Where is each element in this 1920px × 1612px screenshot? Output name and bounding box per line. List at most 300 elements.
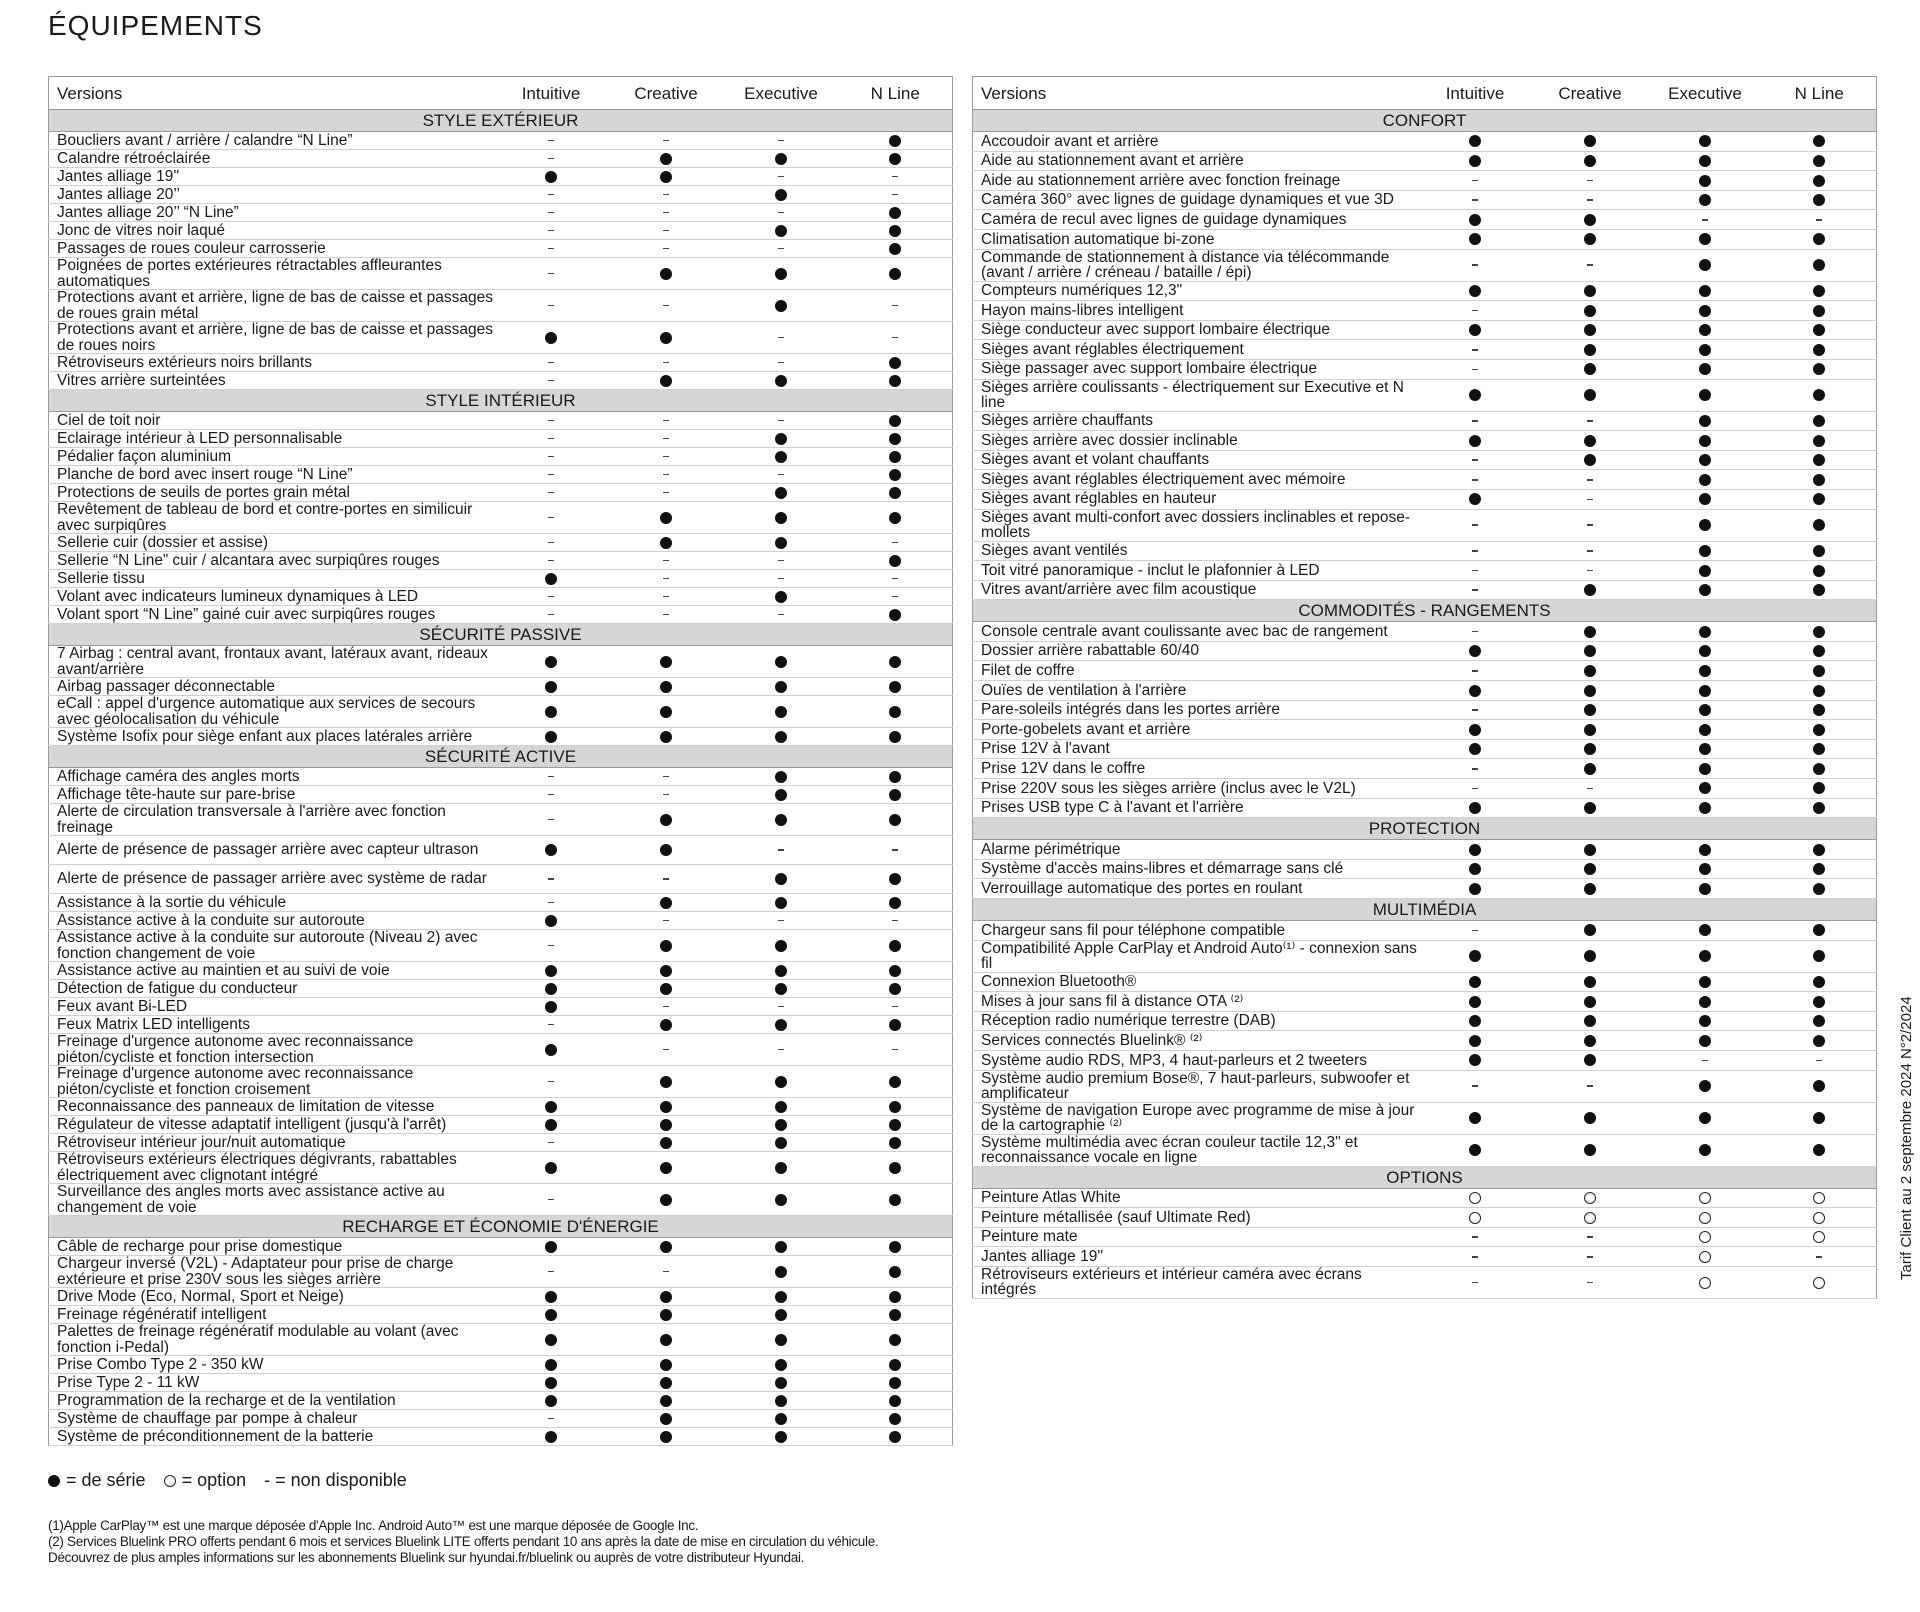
standard-dot-icon — [660, 537, 672, 549]
table-row — [973, 541, 1877, 561]
availability-cell — [839, 962, 953, 980]
unavailable-dash-icon — [778, 1006, 784, 1008]
table-row — [973, 210, 1877, 230]
availability-cell — [839, 372, 953, 390]
availability-cell — [1533, 622, 1648, 642]
feature-label: Vitres avant/arrière avec film acoustique — [973, 580, 1418, 600]
standard-dot-icon — [1469, 1015, 1481, 1027]
table-row — [49, 372, 953, 390]
standard-dot-icon — [775, 814, 787, 826]
availability-cell — [1418, 1050, 1533, 1070]
standard-dot-icon — [889, 135, 901, 147]
availability-cell — [1648, 320, 1763, 340]
standard-dot-icon — [1813, 545, 1825, 557]
availability-cell — [1533, 840, 1648, 860]
availability-cell — [1648, 940, 1763, 972]
feature-label: Programmation de la recharge et de la ventilation — [49, 1392, 494, 1410]
standard-dot-icon — [1699, 285, 1711, 297]
table-row — [49, 354, 953, 372]
availability-cell — [1763, 320, 1877, 340]
unavailable-dash-icon — [892, 849, 898, 851]
feature-label: Sièges avant réglables électriquement avec mémoire — [973, 470, 1418, 490]
availability-cell — [494, 804, 609, 836]
feature-label: Assistance active au maintien et au suivi de voie — [49, 962, 494, 980]
availability-cell — [1533, 379, 1648, 411]
table-row — [973, 450, 1877, 470]
section-header — [49, 746, 953, 768]
availability-cell — [609, 372, 724, 390]
availability-cell — [724, 354, 839, 372]
standard-dot-icon — [1584, 802, 1596, 814]
availability-cell — [1418, 1031, 1533, 1051]
table-row — [49, 1016, 953, 1034]
feature-label: Vitres arrière surteintées — [49, 372, 494, 390]
availability-cell — [724, 168, 839, 186]
availability-cell — [839, 1288, 953, 1306]
feature-label: Porte-gobelets avant et arrière — [973, 720, 1418, 740]
standard-dot-icon — [775, 225, 787, 237]
availability-cell — [494, 1152, 609, 1184]
availability-cell — [494, 962, 609, 980]
availability-cell — [1533, 489, 1648, 509]
availability-cell — [609, 1016, 724, 1034]
standard-dot-icon — [889, 243, 901, 255]
table-row — [49, 912, 953, 930]
availability-cell — [609, 696, 724, 728]
page-title: ÉQUIPEMENTS — [48, 10, 263, 41]
standard-dot-icon — [660, 1291, 672, 1303]
availability-cell — [839, 912, 953, 930]
standard-dot-icon — [775, 1377, 787, 1389]
availability-cell — [1533, 190, 1648, 210]
standard-dot-icon — [545, 965, 557, 977]
standard-dot-icon — [889, 789, 901, 801]
availability-cell — [609, 1184, 724, 1216]
unavailable-dash-icon — [548, 194, 554, 196]
table-row — [49, 804, 953, 836]
standard-dot-icon — [775, 1194, 787, 1206]
feature-label: Chargeur inversé (V2L) - Adaptateur pour prise de charge extérieure et prise 230V sous les sièges arrière — [49, 1256, 494, 1288]
availability-cell — [1648, 132, 1763, 152]
feature-label: Services connectés Bluelink® ⁽²⁾ — [973, 1031, 1418, 1051]
availability-cell — [1418, 759, 1533, 779]
standard-dot-icon — [1699, 976, 1711, 988]
unavailable-dash-icon — [1472, 930, 1478, 932]
feature-label: Pédalier façon aluminium — [49, 448, 494, 466]
standard-dot-icon — [1584, 883, 1596, 895]
standard-dot-icon — [1699, 1035, 1711, 1047]
availability-cell — [1763, 992, 1877, 1012]
standard-dot-icon — [1584, 724, 1596, 736]
standard-dot-icon — [775, 1119, 787, 1131]
table-row — [973, 561, 1877, 581]
feature-label: Rétroviseur intérieur jour/nuit automatique — [49, 1134, 494, 1152]
unavailable-dash-icon — [663, 438, 669, 440]
table-row — [973, 1011, 1877, 1031]
standard-dot-icon — [1584, 584, 1596, 596]
table-row — [973, 1102, 1877, 1134]
table-row — [49, 1134, 953, 1152]
table-header-row — [49, 77, 953, 110]
availability-cell — [1763, 171, 1877, 191]
availability-cell — [839, 894, 953, 912]
standard-dot-icon — [889, 940, 901, 952]
availability-cell — [1648, 779, 1763, 799]
availability-cell — [1648, 1134, 1763, 1166]
unavailable-dash-icon — [548, 158, 554, 160]
unavailable-dash-icon — [663, 776, 669, 778]
availability-cell — [609, 912, 724, 930]
availability-cell — [609, 962, 724, 980]
standard-dot-icon — [1584, 1054, 1596, 1066]
option-circle-icon — [1469, 1192, 1481, 1204]
standard-dot-icon — [1469, 493, 1481, 505]
availability-cell — [1648, 171, 1763, 191]
feature-label: Sièges avant et volant chauffants — [973, 450, 1418, 470]
unavailable-dash-icon — [1472, 1085, 1478, 1087]
availability-cell — [1533, 151, 1648, 171]
section-title: STYLE EXTÉRIEUR — [49, 110, 953, 132]
standard-dot-icon — [1584, 1035, 1596, 1047]
availability-cell — [1418, 470, 1533, 490]
availability-cell — [839, 502, 953, 534]
standard-dot-icon — [1813, 665, 1825, 677]
standard-dot-icon — [889, 1194, 901, 1206]
availability-cell — [1418, 859, 1533, 879]
table-row — [973, 622, 1877, 642]
availability-cell — [609, 1134, 724, 1152]
availability-cell — [724, 1184, 839, 1216]
availability-cell — [494, 980, 609, 998]
unavailable-dash-icon — [1816, 1060, 1822, 1062]
standard-dot-icon — [889, 1334, 901, 1346]
standard-dot-icon — [1699, 474, 1711, 486]
availability-cell — [1418, 661, 1533, 681]
feature-label: Ouïes de ventilation à l'arrière — [973, 681, 1418, 701]
availability-cell — [609, 466, 724, 484]
standard-dot-icon — [1699, 519, 1711, 531]
feature-label: Airbag passager déconnectable — [49, 678, 494, 696]
availability-cell — [1648, 1266, 1763, 1298]
availability-cell — [1533, 1227, 1648, 1247]
availability-cell — [494, 448, 609, 466]
table-header-row — [973, 77, 1877, 110]
availability-cell — [494, 258, 609, 290]
header-n-line: N Line — [839, 77, 953, 110]
availability-cell — [494, 606, 609, 624]
feature-label: Freinage d'urgence autonome avec reconnaissance piéton/cycliste et fonction intersection — [49, 1034, 494, 1066]
availability-cell — [1418, 720, 1533, 740]
feature-label: Sellerie tissu — [49, 570, 494, 588]
availability-cell — [724, 502, 839, 534]
standard-dot-icon — [775, 1431, 787, 1443]
availability-cell — [1648, 1208, 1763, 1228]
standard-dot-icon — [1584, 976, 1596, 988]
unavailable-dash-icon — [1472, 369, 1478, 371]
feature-label: Système Isofix pour siège enfant aux places latérales arrière — [49, 728, 494, 746]
availability-cell — [494, 1016, 609, 1034]
availability-cell — [609, 728, 724, 746]
header-executive: Executive — [724, 77, 839, 110]
standard-dot-icon — [775, 487, 787, 499]
availability-cell — [1648, 700, 1763, 720]
footnote-2: (2) Services Bluelink PRO offerts pendant 6 mois et services Bluelink LITE offerts pendant 10 ans après la date de mise en circulation du véhicule. — [48, 1534, 879, 1549]
standard-dot-icon — [889, 1413, 901, 1425]
availability-cell — [724, 132, 839, 150]
feature-label: Peinture mate — [973, 1227, 1418, 1247]
availability-cell — [724, 1356, 839, 1374]
availability-cell — [1418, 281, 1533, 301]
unavailable-dash-icon — [548, 380, 554, 382]
feature-label: Protections avant et arrière, ligne de bas de caisse et passages de roues grain métal — [49, 290, 494, 322]
availability-cell — [1418, 190, 1533, 210]
standard-dot-icon — [889, 512, 901, 524]
standard-dot-icon — [660, 1241, 672, 1253]
feature-label: Commande de stationnement à distance via télécommande (avant / arrière / créneau / bataille / épi) — [973, 249, 1418, 281]
availability-cell — [609, 894, 724, 912]
standard-dot-icon — [889, 873, 901, 885]
availability-cell — [1533, 229, 1648, 249]
standard-dot-icon — [775, 965, 787, 977]
availability-cell — [1648, 879, 1763, 899]
availability-cell — [839, 1238, 953, 1256]
standard-dot-icon — [545, 1044, 557, 1056]
availability-cell — [839, 588, 953, 606]
unavailable-dash-icon — [663, 596, 669, 598]
standard-dot-icon — [1699, 950, 1711, 962]
unavailable-dash-icon — [892, 596, 898, 598]
availability-cell — [1418, 681, 1533, 701]
availability-cell — [1648, 1050, 1763, 1070]
standard-dot-icon — [1584, 763, 1596, 775]
availability-cell — [839, 768, 953, 786]
standard-dot-icon — [889, 1137, 901, 1149]
availability-cell — [839, 534, 953, 552]
table-row — [49, 696, 953, 728]
feature-label: Rétroviseurs extérieurs noirs brillants — [49, 354, 494, 372]
availability-cell — [494, 502, 609, 534]
option-circle-icon — [1813, 1277, 1825, 1289]
standard-dot-icon — [889, 555, 901, 567]
availability-cell — [609, 1116, 724, 1134]
table-row — [49, 1288, 953, 1306]
standard-dot-icon — [1813, 743, 1825, 755]
standard-dot-icon — [1813, 996, 1825, 1008]
standard-dot-icon — [660, 1119, 672, 1131]
unavailable-dash-icon — [548, 1199, 554, 1201]
standard-dot-icon — [1699, 863, 1711, 875]
availability-cell — [609, 132, 724, 150]
unavailable-dash-icon — [663, 140, 669, 142]
table-row — [973, 879, 1877, 899]
table-row — [49, 768, 953, 786]
availability-cell — [1763, 1134, 1877, 1166]
option-circle-icon — [1813, 1212, 1825, 1224]
filled-dot-icon — [48, 1475, 60, 1487]
standard-dot-icon — [1699, 415, 1711, 427]
standard-dot-icon — [775, 656, 787, 668]
availability-cell — [494, 412, 609, 430]
standard-dot-icon — [660, 375, 672, 387]
availability-cell — [839, 1034, 953, 1066]
standard-dot-icon — [545, 1395, 557, 1407]
feature-label: Volant avec indicateurs lumineux dynamiques à LED — [49, 588, 494, 606]
availability-cell — [724, 1306, 839, 1324]
section-header — [973, 600, 1877, 622]
availability-cell — [1763, 411, 1877, 431]
standard-dot-icon — [775, 153, 787, 165]
availability-cell — [839, 678, 953, 696]
availability-cell — [1763, 359, 1877, 379]
equipment-table-left — [48, 76, 953, 1446]
availability-cell — [494, 1034, 609, 1066]
availability-cell — [494, 696, 609, 728]
availability-cell — [1418, 779, 1533, 799]
availability-cell — [839, 1152, 953, 1184]
unavailable-dash-icon — [1816, 1256, 1822, 1258]
standard-dot-icon — [1584, 924, 1596, 936]
availability-cell — [1763, 580, 1877, 600]
availability-cell — [1533, 921, 1648, 941]
option-circle-icon — [1699, 1251, 1711, 1263]
standard-dot-icon — [775, 537, 787, 549]
unavailable-dash-icon — [663, 420, 669, 422]
legend-unavailable — [264, 1470, 407, 1491]
availability-cell — [1418, 229, 1533, 249]
availability-cell — [724, 258, 839, 290]
availability-cell — [1648, 1102, 1763, 1134]
feature-label: Palettes de freinage régénératif modulable au volant (avec fonction i-Pedal) — [49, 1324, 494, 1356]
standard-dot-icon — [889, 1119, 901, 1131]
unavailable-dash-icon — [548, 902, 554, 904]
unavailable-dash-icon — [1472, 420, 1478, 422]
availability-cell — [1648, 1070, 1763, 1102]
availability-cell — [1648, 1247, 1763, 1267]
unavailable-dash-icon — [663, 560, 669, 562]
feature-label: Peinture métallisée (sauf Ultimate Red) — [973, 1208, 1418, 1228]
standard-dot-icon — [1699, 565, 1711, 577]
availability-cell — [1418, 431, 1533, 451]
option-circle-icon — [1699, 1192, 1711, 1204]
standard-dot-icon — [1584, 685, 1596, 697]
table-row — [973, 681, 1877, 701]
standard-dot-icon — [889, 1266, 901, 1278]
standard-dot-icon — [775, 591, 787, 603]
availability-cell — [839, 1184, 953, 1216]
unavailable-dash-icon — [1472, 180, 1478, 182]
availability-cell — [839, 132, 953, 150]
table-row — [49, 1098, 953, 1116]
availability-cell — [609, 186, 724, 204]
availability-cell — [1533, 798, 1648, 818]
availability-cell — [609, 534, 724, 552]
table-row — [973, 859, 1877, 879]
availability-cell — [609, 1392, 724, 1410]
standard-dot-icon — [1469, 844, 1481, 856]
unavailable-dash-icon — [548, 248, 554, 250]
availability-cell — [1418, 1247, 1533, 1267]
availability-cell — [1418, 450, 1533, 470]
table-row — [49, 430, 953, 448]
availability-cell — [1763, 281, 1877, 301]
availability-cell — [609, 1098, 724, 1116]
table-row — [973, 1227, 1877, 1247]
standard-dot-icon — [1699, 724, 1711, 736]
table-row — [49, 930, 953, 962]
feature-label: Sièges arrière coulissants - électriquement sur Executive et N line — [973, 379, 1418, 411]
availability-cell — [609, 1374, 724, 1392]
availability-cell — [839, 1116, 953, 1134]
availability-cell — [1533, 879, 1648, 899]
legend-unavailable-text: - = non disponible — [264, 1470, 407, 1490]
standard-dot-icon — [775, 1266, 787, 1278]
availability-cell — [609, 354, 724, 372]
availability-cell — [1418, 151, 1533, 171]
availability-cell — [724, 1134, 839, 1152]
standard-dot-icon — [889, 207, 901, 219]
unavailable-dash-icon — [1587, 1282, 1593, 1284]
feature-label: Prise Type 2 - 11 kW — [49, 1374, 494, 1392]
standard-dot-icon — [1584, 704, 1596, 716]
feature-label: Climatisation automatique bi-zone — [973, 229, 1418, 249]
availability-cell — [1648, 1227, 1763, 1247]
availability-cell — [609, 570, 724, 588]
standard-dot-icon — [660, 1194, 672, 1206]
unavailable-dash-icon — [663, 794, 669, 796]
availability-cell — [494, 552, 609, 570]
standard-dot-icon — [775, 897, 787, 909]
availability-cell — [839, 222, 953, 240]
availability-cell — [839, 1428, 953, 1446]
standard-dot-icon — [889, 451, 901, 463]
feature-label: Surveillance des angles morts avec assistance active au changement de voie — [49, 1184, 494, 1216]
unavailable-dash-icon — [1587, 550, 1593, 552]
availability-cell — [1418, 972, 1533, 992]
table-row — [49, 222, 953, 240]
section-title: RECHARGE ET ÉCONOMIE D'ÉNERGIE — [49, 1216, 953, 1238]
standard-dot-icon — [775, 433, 787, 445]
unavailable-dash-icon — [1587, 570, 1593, 572]
availability-cell — [839, 448, 953, 466]
availability-cell — [609, 646, 724, 678]
availability-cell — [609, 1288, 724, 1306]
availability-cell — [494, 186, 609, 204]
table-row — [973, 921, 1877, 941]
standard-dot-icon — [660, 1395, 672, 1407]
standard-dot-icon — [889, 706, 901, 718]
availability-cell — [1418, 320, 1533, 340]
availability-cell — [609, 1428, 724, 1446]
table-row — [973, 940, 1877, 972]
availability-cell — [1648, 641, 1763, 661]
availability-cell — [724, 372, 839, 390]
standard-dot-icon — [1813, 763, 1825, 775]
section-header — [973, 818, 1877, 840]
availability-cell — [1648, 301, 1763, 321]
availability-cell — [724, 962, 839, 980]
availability-cell — [1533, 681, 1648, 701]
feature-label: Prise Combo Type 2 - 350 kW — [49, 1356, 494, 1374]
standard-dot-icon — [660, 332, 672, 344]
standard-dot-icon — [660, 940, 672, 952]
availability-cell — [1418, 1134, 1533, 1166]
feature-label: Freinage d'urgence autonome avec reconnaissance piéton/cycliste et fonction croisement — [49, 1066, 494, 1098]
availability-cell — [494, 1392, 609, 1410]
standard-dot-icon — [1699, 324, 1711, 336]
availability-cell — [1648, 622, 1763, 642]
standard-dot-icon — [545, 681, 557, 693]
availability-cell — [1533, 1208, 1648, 1228]
